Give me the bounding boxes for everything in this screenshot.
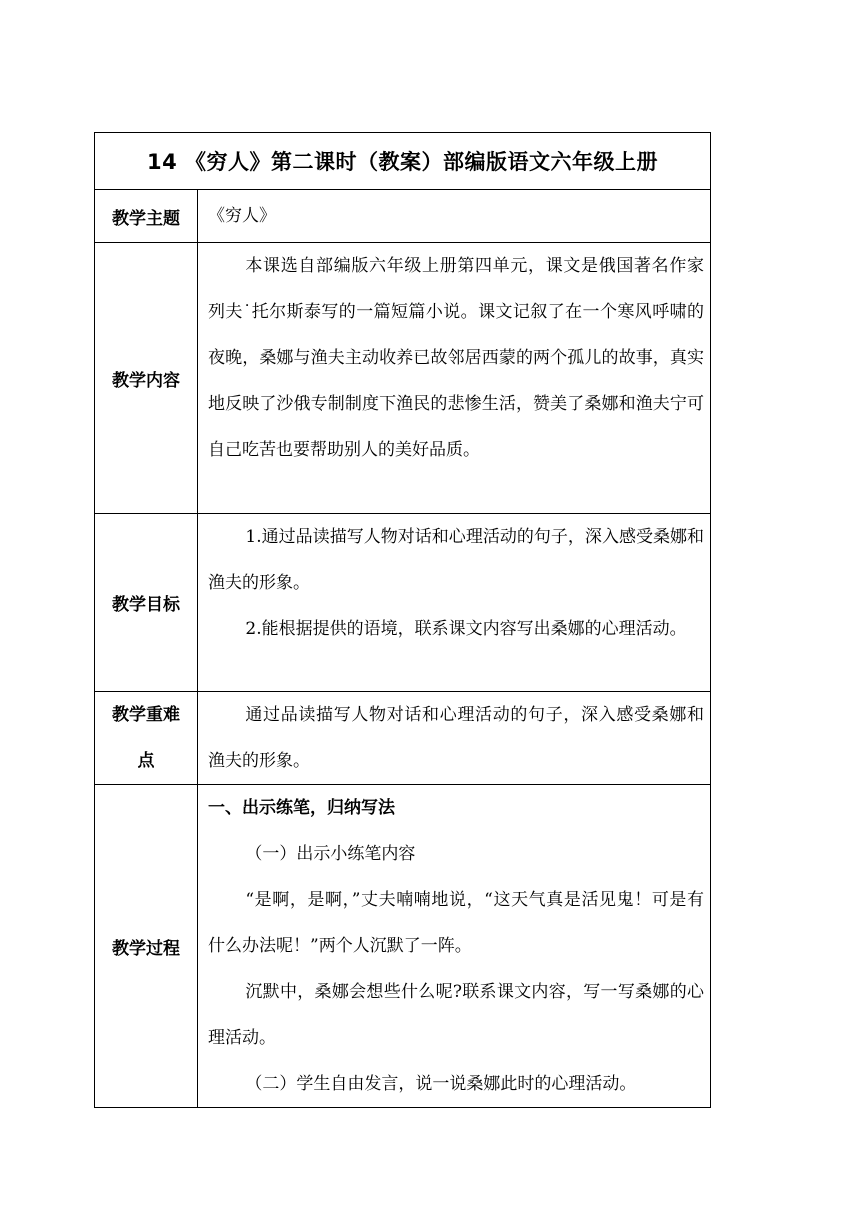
document-title: 14 《穷人》第二课时（教案）部编版语文六年级上册 (95, 133, 711, 190)
process-paragraph-3: 沉默中，桑娜会想些什么呢?联系课文内容，写一写桑娜的心理活动。 (208, 982, 705, 1048)
label-teaching-process: 教学过程 (95, 785, 198, 1108)
table-row-keypoints (95, 692, 711, 785)
process-paragraph-2: “是啊，是啊，”丈夫喃喃地说，“这天气真是活见鬼！可是有什么办法呢！”两个人沉默了一阵。 (208, 890, 705, 956)
table-row-content (95, 243, 711, 514)
table-row-goals (95, 514, 711, 692)
label-line-2: 点 (137, 751, 155, 771)
content-teaching-process (198, 785, 711, 1108)
content-teaching-goals (198, 514, 711, 692)
label-teaching-goals: 教学目标 (95, 514, 198, 692)
table-row-process (95, 785, 711, 1108)
content-paragraph: 本课选自部编版六年级上册第四单元，课文是俄国著名作家列夫˙托尔斯泰写的一篇短篇小说。课文记叙了在一个寒风呼啸的夜晚，桑娜与渔夫主动收养已故邻居西蒙的两个孤儿的故事，真实地反映了沙俄专制制度下渔民的悲惨生活，赞美了桑娜和渔夫宁可自己吃苦也要帮助别人的美好品质。 (208, 256, 705, 460)
title-row (95, 133, 711, 190)
goal-item-2: 2.能根据提供的语境，联系课文内容写出桑娜的心理活动。 (245, 619, 687, 639)
content-key-difficult-points (198, 692, 711, 785)
content-teaching-topic (198, 190, 711, 243)
label-teaching-content: 教学内容 (95, 243, 198, 514)
label-teaching-topic: 教学主题 (95, 190, 198, 243)
label-line-1: 教学重难 (112, 705, 180, 725)
lesson-plan-table (94, 132, 711, 1108)
topic-text: 《穷人》 (208, 206, 276, 226)
goal-item-1: 1.通过品读描写人物对话和心理活动的句子，深入感受桑娜和渔夫的形象。 (208, 527, 705, 593)
process-section-heading: 一、出示练笔，归纳写法 (208, 798, 395, 818)
table-row-topic (95, 190, 711, 243)
content-teaching-content (198, 243, 711, 514)
process-paragraph-4: （二）学生自由发言，说一说桑娜此时的心理活动。 (245, 1074, 637, 1094)
label-key-difficult-points (95, 692, 198, 785)
process-paragraph-1: （一）出示小练笔内容 (245, 844, 416, 864)
keypoints-paragraph: 通过品读描写人物对话和心理活动的句子，深入感受桑娜和渔夫的形象。 (208, 705, 705, 771)
